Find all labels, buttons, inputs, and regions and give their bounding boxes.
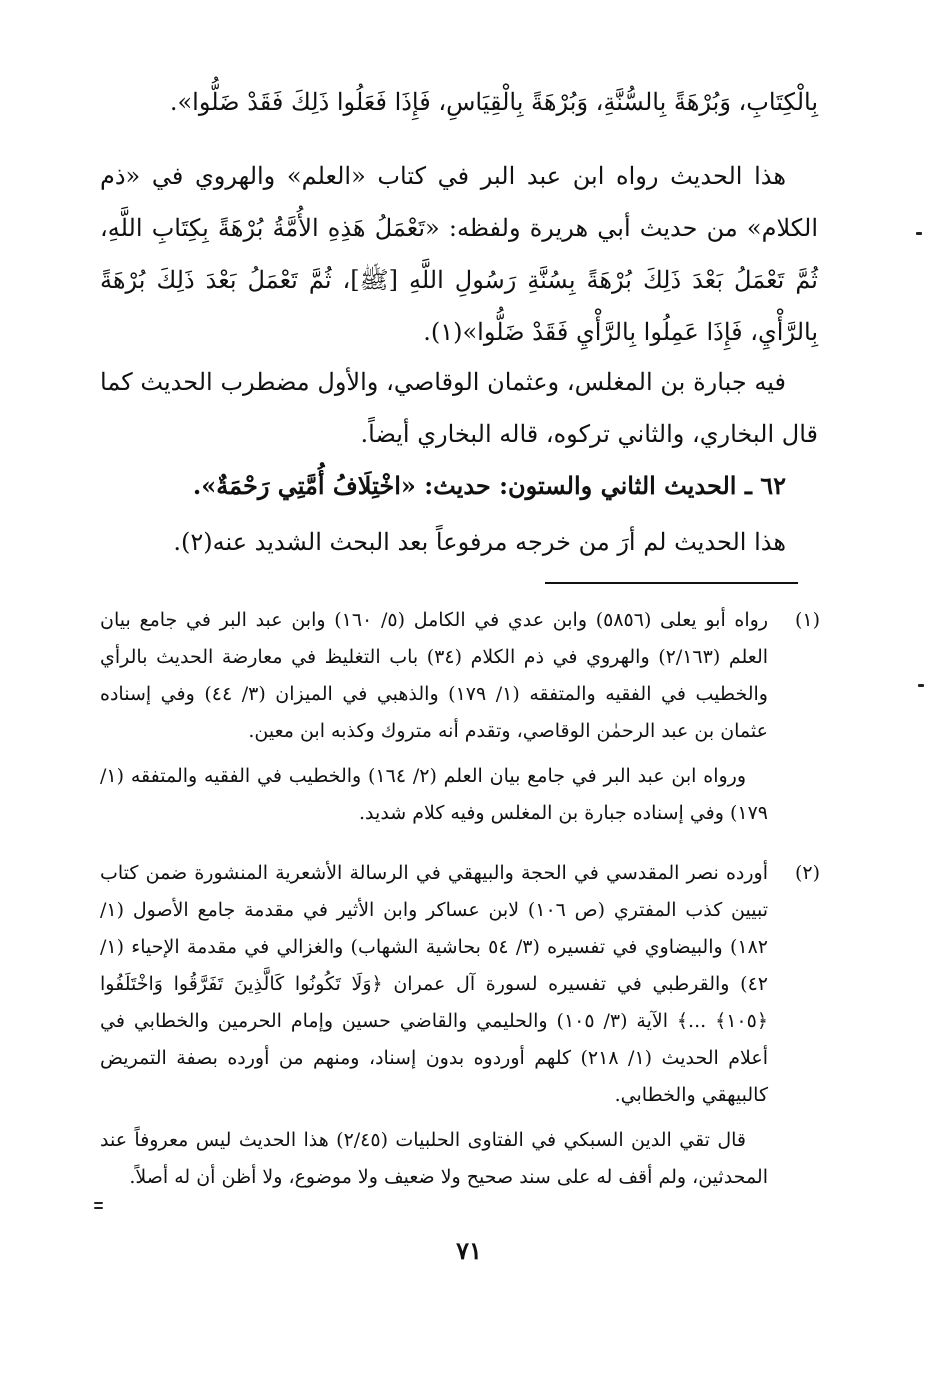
paragraph-hadith-source: هذا الحديث رواه ابن عبد البر في كتاب «العلم» والهروي في «ذم الكلام» من حديث أبي هريرة ولفظه: «تَعْمَلُ هَذِهِ الأُمَّةُ بُرْهَةً بِكِتَابِ اللَّهِ، ثُمَّ تَعْمَلُ بَعْدَ ذَلِكَ بُرْهَةً بِسُنَّةِ رَسُولِ اللَّهِ [ﷺ]، ثُمَّ تَعْمَلُ بَعْدَ ذَلِكَ بُرْهَةً بِالرَّأْيِ، فَإِذَا عَمِلُوا بِالرَّأْيِ فَقَدْ ضَلُّوا»(١). — [100, 162, 818, 346]
footnote-1-continuation: ورواه ابن عبد البر في جامع بيان العلم (٢/ ١٦٤) والخطيب في الفقيه والمتفقه (١/ ١٧٩) وفي إسناده جبارة بن المغلس وفيه كلام شديد. — [100, 765, 768, 824]
footnote-1 — [100, 602, 820, 832]
scan-speck — [94, 1202, 103, 1204]
footnote-1-text: رواه أبو يعلى (٥٨٥٦) وابن عدي في الكامل (٥/ ١٦٠) وابن عبد البر في جامع بيان العلم (٢/١٦٣) والهروي في ذم الكلام (٣٤) باب التغليظ في معارضة الحديث بالرأي والخطيب في الفقيه والمتفقه (١/ ١٧٩) والذهبي في الميزان (٣/ ٤٤) وفي إسناده عثمان بن عبد الرحمٰن الوقاصي، وتقدم أنه متروك وكذبه ابن معين. — [100, 609, 769, 742]
footnote-2-text: أورده نصر المقدسي في الحجة والبيهقي في الرسالة الأشعرية المنشورة ضمن كتاب تبيين كذب المفتري (ص ١٠٦) لابن عساكر وابن الأثير في مقدمة جامع الأصول (١/ ١٨٢) والبيضاوي في تفسيره (٣/ ٥٤ بحاشية الشهاب) والغزالي في مقدمة الإحياء (١/ ٤٢) والقرطبي في تفسيره لسورة آل عمران ﴿وَلَا تَكُونُوا كَالَّذِينَ تَفَرَّقُوا وَاخْتَلَفُوا ﴿١٠٥﴾ ...﴾ الآية (٣/ ١٠٥) والحليمي والقاضي حسين وإمام الحرمين والخطابي في أعلام الحديث (١/ ٢١٨) كلهم أوردوه بدون إسناد، ومنهم من أورده بصفة التمريض كالبيهقي والخطابي. — [100, 862, 768, 1106]
footnote-2-number: (٢) — [794, 862, 820, 884]
footnote-1-number: (١) — [794, 609, 820, 631]
scan-speck — [916, 232, 922, 235]
hadith-heading-62: ٦٢ ـ الحديث الثاني والستون: حديث: «اخْتِلَافُ أُمَّتِي رَحْمَةٌ». — [192, 471, 786, 500]
scan-speck — [94, 1207, 103, 1209]
continued-hadith-line: بِالْكِتَابِ، وَبُرْهَةً بِالسُّنَّةِ، وَبُرْهَةً بِالْقِيَاسِ، فَإِذَا فَعَلُوا ذَلِكَ فَقَدْ ضَلُّوا». — [169, 88, 818, 116]
paragraph-narrators: فيه جبارة بن المغلس، وعثمان الوقاصي، والأول مضطرب الحديث كما قال البخاري، والثاني تركوه، قاله البخاري أيضاً. — [100, 368, 818, 448]
page-number: ٧١ — [456, 1236, 482, 1265]
scan-speck — [918, 684, 924, 687]
footnote-separator — [545, 582, 798, 584]
paragraph-no-source: هذا الحديث لم أرَ من خرجه مرفوعاً بعد البحث الشديد عنه(٢). — [173, 528, 786, 556]
footnote-2 — [100, 855, 820, 1196]
footnote-2-continuation: قال تقي الدين السبكي في الفتاوى الحلبيات (٢/٤٥) هذا الحديث ليس معروفاً عند المحدثين، ولم أقف له على سند صحيح ولا ضعيف ولا موضوع، ولا أظن أن له أصلاً. — [100, 1129, 768, 1188]
